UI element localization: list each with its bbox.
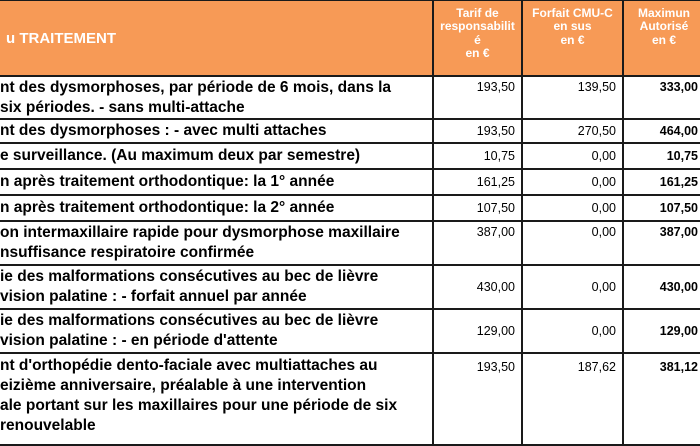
row-description: ie des malformations consécutives au bec de lièvre vision palatine : - en période d'attente (0, 309, 433, 353)
row-description: n après traitement orthodontique: la 2° année (0, 195, 433, 221)
table-row (0, 265, 700, 309)
cell-maximum: 10,75 (623, 143, 700, 169)
cell-maximum: 464,00 (623, 119, 700, 143)
cell-maximum: 430,00 (623, 265, 700, 309)
col-header-maximum: Maximun Autorisé en € (623, 0, 700, 76)
cell-forfait: 270,50 (522, 119, 623, 143)
col-header-tarif: Tarif de responsabilit é en € (433, 0, 522, 76)
table-row (0, 169, 700, 195)
table-row (0, 119, 700, 143)
table-row (0, 221, 700, 265)
row-description: ie des malformations consécutives au bec de lièvre vision palatine : - forfait annuel par année (0, 265, 433, 309)
cell-tarif: 129,00 (433, 309, 522, 353)
cell-tarif: 161,25 (433, 169, 522, 195)
cell-forfait: 0,00 (522, 143, 623, 169)
table-row (0, 353, 700, 445)
row-description: n après traitement orthodontique: la 1° année (0, 169, 433, 195)
cell-forfait: 139,50 (522, 76, 623, 119)
cell-maximum: 381,12 (623, 353, 700, 445)
cell-forfait: 187,62 (522, 353, 623, 445)
cell-tarif: 387,00 (433, 221, 522, 265)
row-description: nt des dysmorphoses : - avec multi attaches (0, 119, 433, 143)
table-row (0, 143, 700, 169)
cell-maximum: 129,00 (623, 309, 700, 353)
cell-maximum: 161,25 (623, 169, 700, 195)
cell-tarif: 430,00 (433, 265, 522, 309)
table-row (0, 309, 700, 353)
cell-forfait: 0,00 (522, 221, 623, 265)
table-title: u TRAITEMENT (0, 0, 433, 76)
cell-forfait: 0,00 (522, 265, 623, 309)
cell-forfait: 0,00 (522, 195, 623, 221)
row-description: e surveillance. (Au maximum deux par semestre) (0, 143, 433, 169)
cell-tarif: 193,50 (433, 76, 522, 119)
cell-maximum: 107,50 (623, 195, 700, 221)
table-header-row (0, 0, 700, 76)
table-row (0, 76, 700, 119)
cell-maximum: 387,00 (623, 221, 700, 265)
cell-tarif: 10,75 (433, 143, 522, 169)
cell-forfait: 0,00 (522, 169, 623, 195)
cell-tarif: 193,50 (433, 119, 522, 143)
row-description: on intermaxillaire rapide pour dysmorphose maxillaire nsuffisance respiratoire confirmée (0, 221, 433, 265)
cell-maximum: 333,00 (623, 76, 700, 119)
row-description: nt des dysmorphoses, par période de 6 mois, dans la six périodes. - sans multi-attache (0, 76, 433, 119)
cell-tarif: 107,50 (433, 195, 522, 221)
col-header-forfait: Forfait CMU-C en sus en € (522, 0, 623, 76)
table-row (0, 195, 700, 221)
cell-forfait: 0,00 (522, 309, 623, 353)
cell-tarif: 193,50 (433, 353, 522, 445)
row-description: nt d'orthopédie dento-faciale avec multiattaches au eizième anniversaire, préalable à une intervention ale portant sur les maxillaires pour une période de six renouvelable (0, 353, 433, 445)
